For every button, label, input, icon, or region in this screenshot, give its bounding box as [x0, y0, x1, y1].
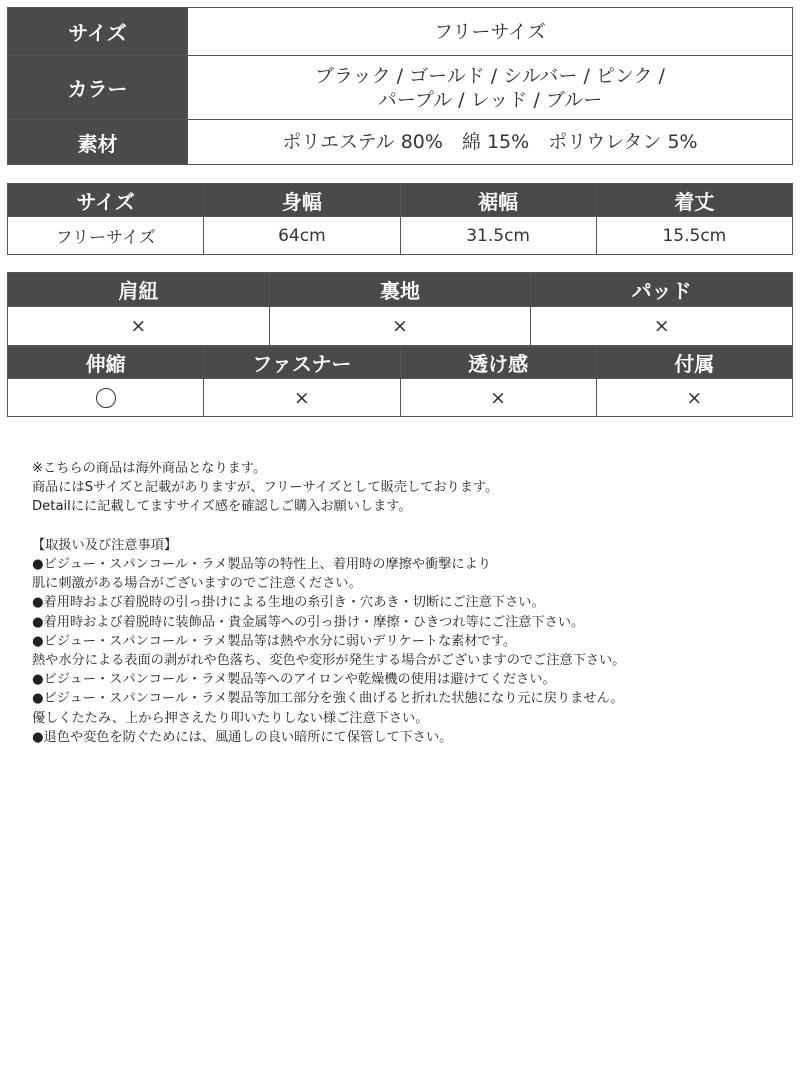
care-line: 熱や水分による表面の剥がれや色落ち、変色や変形が発生する場合がございますのでご注意下さい。	[32, 653, 626, 669]
care-line: ●ビジュー・スパンコール・ラメ製品等へのアイロンや乾燥機の使用は避けてください。	[32, 672, 556, 688]
feature-value-lining: ×	[269, 307, 531, 346]
feature-value-stretch	[8, 379, 204, 417]
note-line: 商品にはSサイズと記載がありますが、フリーサイズとして販売しております。	[32, 480, 499, 496]
care-line: 肌に刺激がある場合がございますのでご注意ください。	[32, 576, 362, 592]
care-line: ●退色や変色を防ぐためには、風通しの良い暗所にて保管して下さい。	[32, 729, 453, 745]
spec-value-color-line-2: パープル / レッド / ブルー	[377, 88, 603, 111]
feature-value-pad: ×	[531, 307, 793, 346]
size-header-hem-width: 裾幅	[400, 184, 596, 217]
circle-mark-icon	[96, 388, 116, 408]
size-header-size: サイズ	[8, 184, 204, 217]
spec-value-color	[188, 56, 793, 120]
feature-table-1	[7, 272, 793, 346]
care-heading: 【取扱い及び注意事項】	[32, 537, 178, 553]
note-line: Detailにに記載してますサイズ感を確認しご購入お願いします。	[32, 499, 412, 515]
feature-table-2	[7, 346, 793, 417]
feature-value-straps: ×	[8, 307, 270, 346]
spec-label-color: カラー	[8, 56, 188, 120]
notes-section	[32, 459, 792, 747]
care-line: ●着用時および着脱時に装飾品・貴金属等への引っ掛け・摩擦・ひきつれ等にご注意下さい。	[32, 614, 585, 630]
feature1-value-row	[8, 307, 793, 346]
feature-header-straps: 肩紐	[8, 273, 270, 307]
spec-value-material: ポリエステル 80% 綿 15% ポリウレタン 5%	[188, 120, 793, 165]
size-value-body-width: 64cm	[204, 217, 400, 255]
care-line: ●着用時および着脱時の引っ掛けによる生地の糸引き・穴あき・切断にご注意下さい。	[32, 595, 545, 611]
feature-value-zipper: ×	[204, 379, 400, 417]
feature1-header-row	[8, 273, 793, 307]
feature2-value-row	[8, 379, 793, 417]
size-value-size: フリーサイズ	[8, 217, 204, 255]
spec-row-color	[8, 56, 793, 120]
spec-label-material: 素材	[8, 120, 188, 165]
care-line: 優しくたたみ、上から押さえたり叩いたりしない様ご注意下さい。	[32, 710, 429, 726]
feature-header-stretch: 伸縮	[8, 347, 204, 379]
feature-header-sheerness: 透け感	[400, 347, 596, 379]
care-line: ●ビジュー・スパンコール・ラメ製品等の特性上、着用時の摩擦や衝撃により	[32, 557, 491, 572]
size-table	[7, 183, 793, 255]
care-line: ●ビジュー・スパンコール・ラメ製品等は熱や水分に弱いデリケートな素材です。	[32, 633, 517, 649]
feature-header-lining: 裏地	[269, 273, 531, 307]
size-value-hem-width: 31.5cm	[400, 217, 596, 255]
feature-value-sheerness: ×	[400, 379, 596, 417]
feature2-header-row	[8, 347, 793, 379]
spec-value-color-line-1: ブラック / ゴールド / シルバー / ピンク /	[315, 64, 665, 87]
care-line: ●ビジュー・スパンコール・ラメ製品等加工部分を強く曲げると折れた状態になり元に戻りません。	[32, 691, 624, 707]
size-value-length: 15.5cm	[596, 217, 792, 255]
spec-table	[7, 7, 793, 165]
spec-label-size: サイズ	[8, 8, 188, 56]
size-header-body-width: 身幅	[204, 184, 400, 217]
spec-value-size: フリーサイズ	[188, 8, 793, 56]
feature-value-accessories: ×	[596, 379, 792, 417]
size-value-row	[8, 217, 793, 255]
spec-row-size	[8, 8, 793, 56]
feature-header-pad: パッド	[531, 273, 793, 307]
spec-row-material	[8, 120, 793, 165]
size-header-length: 着丈	[596, 184, 792, 217]
feature-header-zipper: ファスナー	[204, 347, 400, 379]
size-header-row	[8, 184, 793, 217]
feature-header-accessories: 付属	[596, 347, 792, 379]
note-line: ※こちらの商品は海外商品となります。	[32, 461, 267, 476]
